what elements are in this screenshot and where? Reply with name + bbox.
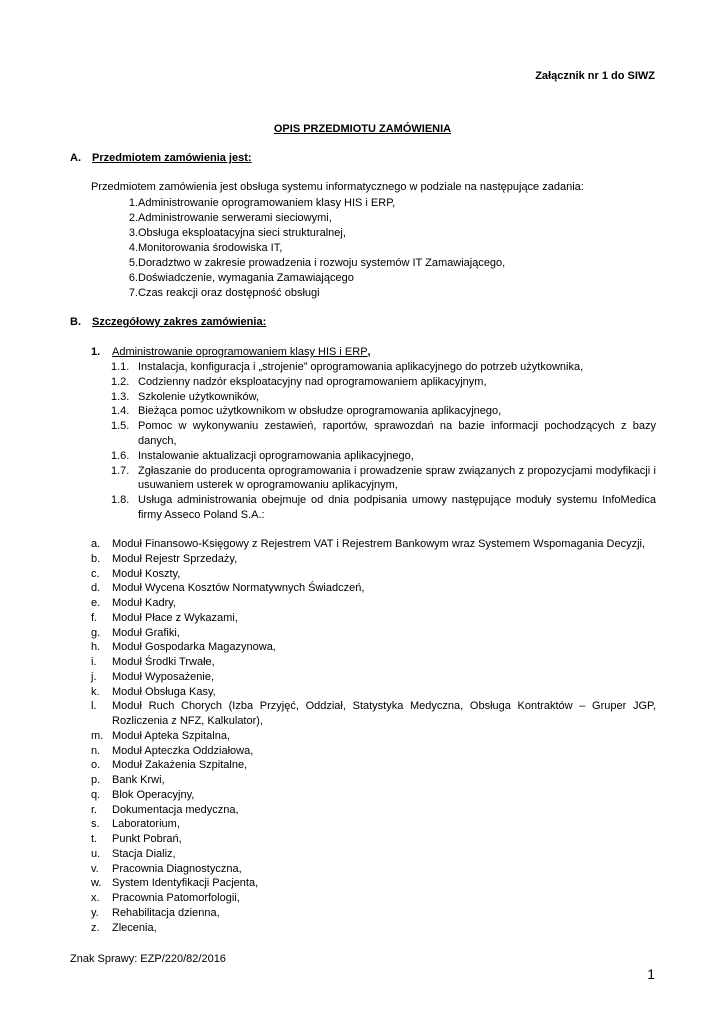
item-1-heading <box>91 346 371 358</box>
module-item-number: q. <box>91 788 101 801</box>
module-item-text: Stacja Dializ, <box>112 847 176 860</box>
module-item <box>91 640 656 655</box>
module-item-number: o. <box>91 759 101 772</box>
document-title: OPIS PRZEDMIOTU ZAMÓWIENIA <box>273 123 452 135</box>
section-a-intro: Przedmiotem zamówienia jest obsługa systemu informatycznego w podziale na następujące zadania: <box>91 181 584 193</box>
module-item <box>91 611 656 626</box>
task-item-number: 3. <box>128 227 138 239</box>
module-item-text: Moduł Rejestr Sprzedaży, <box>112 552 238 565</box>
subitem <box>111 493 656 523</box>
task-item-text: Administrowanie oprogramowaniem klasy HIS i ERP, <box>138 197 396 209</box>
item-1-comma: , <box>367 346 371 358</box>
module-item <box>91 906 656 921</box>
module-item-text: Moduł Zakażenia Szpitalne, <box>112 759 248 772</box>
module-item-text: Moduł Apteczka Oddziałowa, <box>112 744 254 757</box>
task-item-number: 4. <box>128 242 138 254</box>
module-item-number: h. <box>91 641 101 654</box>
module-item-text: Zlecenia, <box>112 921 157 934</box>
subitem-number: 1.6. <box>111 449 130 462</box>
task-item-number: 2. <box>128 212 138 224</box>
task-item-text: Doradztwo w zakresie prowadzenia i rozwoju systemów IT Zamawiającego, <box>138 257 506 269</box>
module-item-number: c. <box>91 567 100 580</box>
task-item <box>91 256 505 271</box>
module-item-number: j. <box>91 670 97 683</box>
subitem-number: 1.7. <box>111 464 130 477</box>
section-b-letter: B. <box>70 316 81 328</box>
subitem-number: 1.3. <box>111 390 130 403</box>
module-item-text: Laboratorium, <box>112 818 180 831</box>
task-item <box>91 271 505 286</box>
module-item <box>91 596 656 611</box>
subitem-text: Instalacja, konfiguracja i „strojenie” oprogramowania aplikacyjnego do potrzeb użytkownika, <box>138 361 584 373</box>
subitem <box>111 464 656 494</box>
module-item-number: f. <box>91 611 98 624</box>
module-item <box>91 921 656 936</box>
module-item-text: Moduł Obsługa Kasy, <box>112 685 216 698</box>
module-item-text: Punkt Pobrań, <box>112 833 182 845</box>
module-item <box>91 685 656 700</box>
module-item <box>91 699 656 729</box>
module-item-text: Moduł Wycena Kosztów Normatywnych Świadczeń, <box>112 582 365 595</box>
subitem <box>111 375 656 390</box>
task-item <box>91 226 505 241</box>
module-item <box>91 744 656 759</box>
section-a-heading <box>70 152 252 164</box>
module-item <box>91 758 656 773</box>
module-item-text: Moduł Kadry, <box>112 597 176 609</box>
task-item <box>91 196 505 211</box>
module-item <box>91 817 656 832</box>
task-item-number: 6. <box>128 272 138 284</box>
module-item-text: Moduł Płace z Wykazami, <box>112 611 238 624</box>
module-item-text: Moduł Środki Trwałe, <box>112 656 215 668</box>
section-b-title: Szczegółowy zakres zamówienia: <box>92 316 267 328</box>
subitem <box>111 449 656 464</box>
task-list <box>91 196 505 301</box>
task-item <box>91 241 505 256</box>
module-item <box>91 567 656 582</box>
module-item-number: p. <box>91 774 101 786</box>
module-item-text: Moduł Apteka Szpitalna, <box>112 729 231 742</box>
module-item-number: a. <box>91 538 101 550</box>
module-item-number: w. <box>91 877 102 890</box>
task-item-number: 7. <box>128 287 138 299</box>
subitem-text: Usługa administrowania obejmuje od dnia podpisania umowy następujące moduły systemu InfoMedica firmy Asseco Poland S.A.: <box>138 494 656 521</box>
module-item-text: Moduł Wyposażenie, <box>112 670 215 683</box>
module-item-number: n. <box>91 744 101 757</box>
subitem-list <box>111 360 656 523</box>
module-item-number: z. <box>91 921 100 934</box>
subitem-text: Szkolenie użytkowników, <box>138 390 260 403</box>
module-item-number: u. <box>91 847 101 860</box>
module-item-text: Dokumentacja medyczna, <box>112 803 239 816</box>
task-item-number: 5. <box>128 257 138 269</box>
subitem <box>111 404 656 419</box>
subitem-text: Instalowanie aktualizacji oprogramowania aplikacyjnego, <box>138 449 414 462</box>
subitem-number: 1.2. <box>111 375 130 388</box>
module-item <box>91 729 656 744</box>
module-item-number: t. <box>91 833 98 845</box>
case-number: Znak Sprawy: EZP/220/82/2016 <box>70 953 226 965</box>
module-item-number: y. <box>91 906 99 919</box>
subitem <box>111 419 656 449</box>
module-item-number: k. <box>91 685 100 698</box>
section-a-title: Przedmiotem zamówienia jest: <box>92 152 252 164</box>
task-item <box>91 286 505 301</box>
module-item-text: Moduł Gospodarka Magazynowa, <box>112 641 276 654</box>
module-item-number: s. <box>91 818 100 831</box>
task-item-number: 1. <box>128 197 138 209</box>
annex-label: Załącznik nr 1 do SIWZ <box>535 70 655 82</box>
module-item-number: g. <box>91 626 101 639</box>
module-item-number: i. <box>91 656 97 668</box>
module-item-number: x. <box>91 892 100 904</box>
task-item <box>91 211 505 226</box>
subitem <box>111 390 656 405</box>
module-item <box>91 537 656 552</box>
module-item-text: System Identyfikacji Pacjenta, <box>112 877 259 890</box>
task-item-text: Administrowanie serwerami sieciowymi, <box>138 212 332 224</box>
module-item <box>91 891 656 906</box>
module-item-text: Pracownia Patomorfologii, <box>112 892 240 904</box>
subitem-text: Codzienny nadzór eksploatacyjny nad oprogramowaniem aplikacyjnym, <box>138 375 487 388</box>
module-item-number: e. <box>91 597 101 609</box>
subitem-text: Pomoc w wykonywaniu zestawień, raportów, sprawozdań na bazie informacji pochodzących z bazy danych, <box>138 420 656 447</box>
section-b-heading <box>70 316 266 328</box>
task-item-text: Czas reakcji oraz dostępność obsługi <box>138 287 320 299</box>
module-list <box>91 537 656 935</box>
module-item <box>91 670 656 685</box>
module-item <box>91 832 656 847</box>
module-item <box>91 552 656 567</box>
module-item <box>91 788 656 803</box>
module-item-text: Moduł Finansowo-Księgowy z Rejestrem VAT i Rejestrem Bankowym wraz Systemem Wspomagania Decyzji, <box>112 538 646 550</box>
module-item <box>91 876 656 891</box>
module-item <box>91 803 656 818</box>
task-item-text: Doświadczenie, wymagania Zamawiającego <box>138 272 354 284</box>
item-1-text: Administrowanie oprogramowaniem klasy HIS i ERP <box>112 346 368 358</box>
task-item-text: Monitorowania środowiska IT, <box>138 242 283 254</box>
module-item <box>91 655 656 670</box>
module-item-text: Blok Operacyjny, <box>112 788 195 801</box>
subitem-number: 1.5. <box>111 420 130 433</box>
module-item-number: d. <box>91 582 101 595</box>
module-item <box>91 581 656 596</box>
module-item <box>91 847 656 862</box>
task-item-text: Obsługa eksploatacyjna sieci strukturalnej, <box>138 227 346 239</box>
module-item-text: Moduł Koszty, <box>112 567 181 580</box>
module-item <box>91 773 656 788</box>
module-item <box>91 626 656 641</box>
item-1-number: 1. <box>91 346 101 358</box>
module-item-number: l. <box>91 700 97 713</box>
module-item-number: b. <box>91 552 101 565</box>
module-item-text: Rehabilitacja dzienna, <box>112 906 220 919</box>
module-item-text: Pracownia Diagnostyczna, <box>112 862 242 875</box>
section-a-letter: A. <box>70 152 81 164</box>
page-number: 1 <box>647 966 655 982</box>
subitem-number: 1.4. <box>111 405 130 418</box>
module-item-number: r. <box>91 803 98 816</box>
subitem-number: 1.8. <box>111 494 130 507</box>
module-item-number: m. <box>91 729 104 742</box>
subitem-text: Bieżąca pomoc użytkownikom w obsłudze oprogramowania aplikacyjnego, <box>138 405 502 418</box>
module-item <box>91 862 656 877</box>
subitem <box>111 360 656 375</box>
subitem-number: 1.1. <box>111 361 130 373</box>
module-item-text: Bank Krwi, <box>112 774 165 786</box>
subitem-text: Zgłaszanie do producenta oprogramowania i prowadzenie spraw związanych z propozycjami modyfikacji i usuwaniem usterek w oprogramowaniu aplikacyjnym, <box>138 464 656 492</box>
module-item-text: Moduł Ruch Chorych (Izba Przyjęć, Oddział, Statystyka Medyczna, Obsługa Kontraktów – Gruper JGP, Rozliczenia z NFZ, Kalkulator), <box>112 700 656 727</box>
module-item-number: v. <box>91 862 99 875</box>
module-item-text: Moduł Grafiki, <box>112 626 180 639</box>
